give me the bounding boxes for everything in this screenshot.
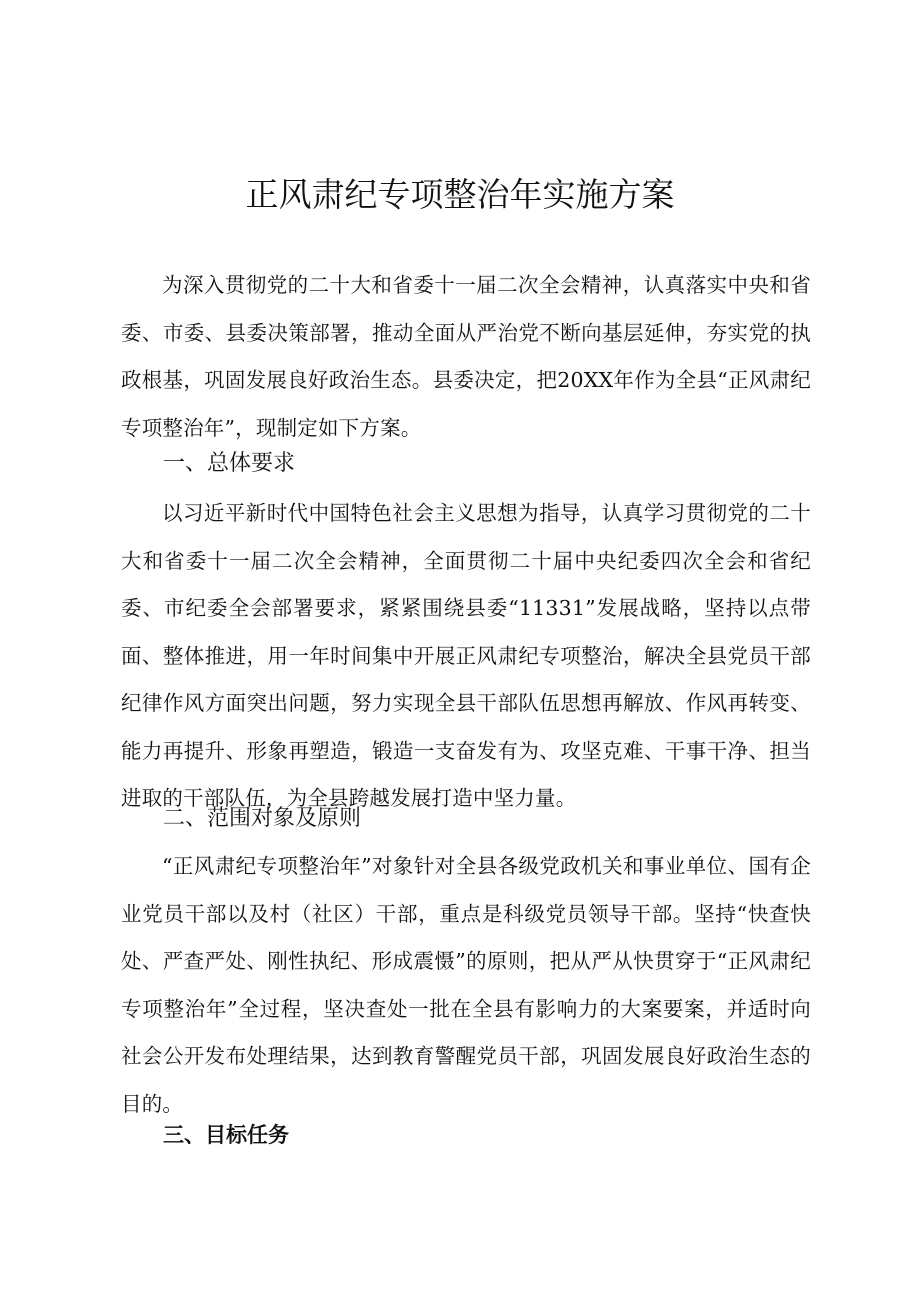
section-body-overall-requirements: 以习近平新时代中国特色社会主义思想为指导，认真学习贯彻党的二十大和省委十一届二次全会精神，全面贯彻二十届中央纪委四次全会和省纪委、市纪委全会部署要求，紧紧围绕县委“11331”发展战略，坚持以点带面、整体推进，用一年时间集中开展正风肃纪专项整治，解决全县党员干部纪律作风方面突出问题，努力实现全县干部队伍思想再解放、作风再转变、能力再提升、形象再塑造，锻造一支奋发有为、攻坚克难、干事干净、担当进取的干部队伍，为全县跨越发展打造中坚力量。 [121,501,811,810]
document-title: 正风肃纪专项整治年实施方案 [245,175,675,214]
section-heading-overall-requirements: 一、总体要求 [163,451,296,476]
intro-paragraph: 为深入贯彻党的二十大和省委十一届二次全会精神，认真落实中央和省委、市委、县委决策部署，推动全面从严治党不断向基层延伸，夯实党的执政根基，巩固发展良好政治生态。县委决定，把20XX年作为全县“正风肃纪专项整治年”，现制定如下方案。 [121,273,811,440]
section-body-scope-and-principles: “正风肃纪专项整治年”对象针对全县各级党政机关和事业单位、国有企业党员干部以及村（社区）干部，重点是科级党员领导干部。坚持“快查快处、严查严处、刚性执纪、形成震慑”的原则，把从严从快贯穿于“正风肃纪专项整治年”全过程，坚决查处一批在全县有影响力的大案要案，并适时向社会公开发布处理结果，达到教育警醒党员干部，巩固发展良好政治生态的目的。 [121,854,811,1116]
section-heading-scope-and-principles: 二、范围对象及原则 [163,806,362,831]
section-heading-goals-and-tasks: 三、目标任务 [163,1122,289,1147]
